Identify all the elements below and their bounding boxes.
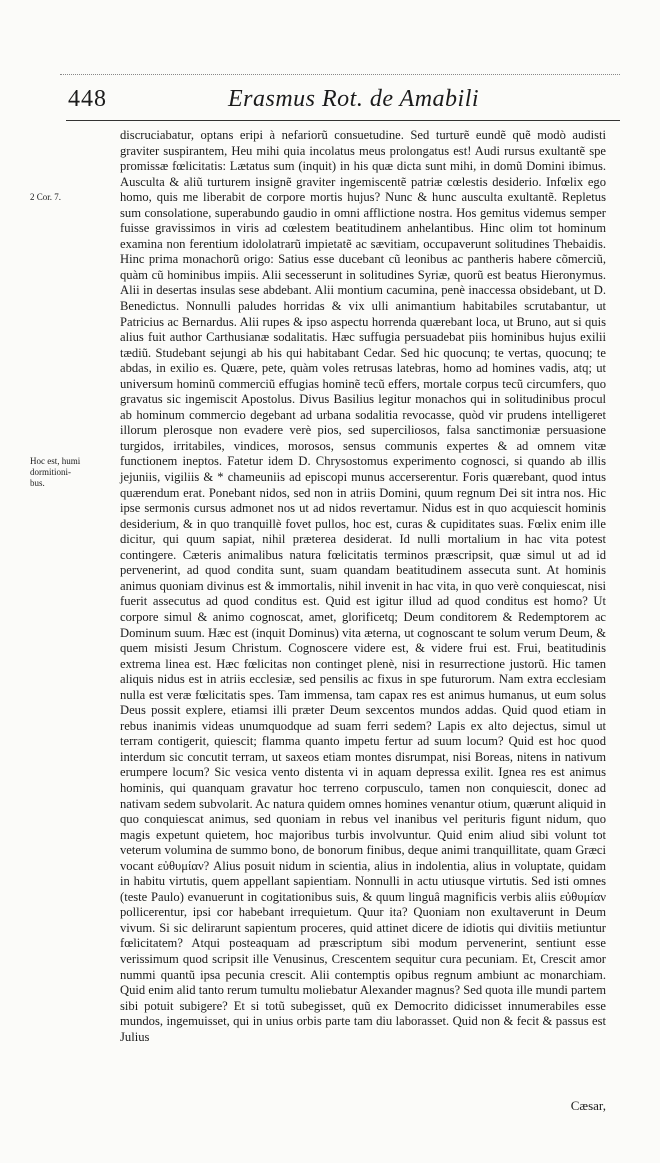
margin-note-citation: 2 Cor. 7. bbox=[30, 192, 62, 202]
margin-note-gloss: Hoc est, humi dormitioni-bus. bbox=[30, 456, 81, 488]
body-paragraph: discruciabatur, optans eripi à nefariorũ consuetudine. Sed turturẽ eundẽ quẽ modò audisti graviter suspirantem, Heu mihi quia incolatus meus prolongatus est! Audi rursus exultantẽ spe promissæ fœlicitatis: Lætatus sum (inquit) in his quæ dicta sunt mihi, in domũ Domini ibimus. Ausculta & aliũ turturem insignẽ graviter ingemiscentẽ patriæ cœlestis desiderio. Infœlix ego homo, quis me liberabit de corpore mortis hujus? Nunc & hunc ausculta exultantẽ. Repletus sum consolatione, superabundo gaudio in omni afflictione nostra. Hos gemitus videmus semper fuisse gravissimos in viris ad cœlestem beatitudinem anhelantibus. Hinc olim tot hominum examina non ferentium idololatrarũ impietatẽ ac sævitiam, occupaverunt solitudines Thebaidis. Hinc prima monachorũ origo: Satius esse ducebant cũ leonibus ac pantheris habere cõmerciũ, quàm cũ hominibus impiis. Alii secesserunt in solitudines Syriæ, quorũ est beatus Hieronymus. Alii in desertas insulas sese abdebant. Alii montium cacumina, penè inaccessa obsidebant, ut D. Benedictus. Nonnulli paludes horridas & vix ulli animantium habitabiles scrutabantur, ut Patricius ac Bernardus. Alii rupes & ipso aspectu horrenda quærebant loca, ut Bruno, aut si quis alius fuit author Carthusianæ sodalitatis. Hæc suffugia persuadebat piis hominibus hujus exilii tædiũ. Studebant sejungi ab his qui habitabant Cedar. Sed hic quocunq; te vertas, quocunq; te abdas, in exilio es. Quære, pete, quàm voles retrusas latebras, homo ad homines vadis, atq; ut universum hominũ commerciũ effugias hominẽ tecũ effers, mortale corpus tecũ circumfers, quo gravatus sic ingemiscit Apostolus. Divus Basilius legitur monachos qui in solitudinibus procul ab hominum commercio degebant ad urbana sodalitia revocasse, quòd vir prudens intelligeret illorum plerosque non evadere verè pios, sed superciliosos, falsa sanctimoniæ persuasione turgidos, irritabiles, vindices, morosos, sensus communis expertes & ad omnem vitæ functionem ineptos. Fatetur idem D. Chrysostomus experimento cognosci, si quando ab illis jejuniis, vigiliis & * chameuniis ad episcopi munus accerserentur. Foris quærebant, quod intus quærendum erat. Ponebant nidos, sed non in atriis Domini, quum regnum Dei sit intra nos. Hic ipse sermonis cursus admonet nos ut ad nidos revertamur. Nidus est in quo acquiescit hominis desiderium, & in quo tranquillè fovet pullos, hoc est, curas & cupiditates suas. Fœlix enim ille dicitur, qui quum sapiat, nihil præterea desiderat. Id nulli mortalium in hac vita potest contingere. Cæteris animalibus natura fœlicitatis terminos præscripsit, quæ simul ut ad id pervenerint, ad quod condita sunt, suam quandam beatitudinem assecuta sunt. At hominis animus quoniam divinus est & immortalis, nihil invenit in hac vita, in quo verè conquiescat, nisi fuerit assecutus ad quod conditus est. Quid est igitur illud ad quod conditus est homo? Ut corpore simul & animo cognoscat, amet, glorificetq; Deum conditorem & Redemptorem ac Dominum suum. Hæc est (inquit Dominus) vita æterna, ut cognoscant te solum verum Deum, & quem misisti Jesum Christum. Cognoscere videre est, & videre frui est. Frui, beatitudinis extrema linea est. Hæc fœlicitas non continget plenè, nisi in resurrectione justorũ. Hic tamen aliquis nidus est in atriis ecclesiæ, sed pensilis ac fixus in spe futurorum. Nam extra ecclesiam nulla est veræ fœlicitatis spes. Tam immensa, tam capax res est animus humanus, ut eum solus Deus possit explere, etiamsi illi præter Deum sexcentos mundos addas. Quid quod etiam in rebus inanimis videas unumquodque ad suam ferri sedem? Lapis ex alto dejectus, simul ut terram contigerit, quiescit; flamma quanto impetu fertur ad suum locum? Quid est hoc quod interdum sic concutit terram, ut saxeos etiam montes disrumpat, nisi Boreas, nitens in nativum erumpere locum? Sic vesica vento distenta vi in aquam depressa exilit. Ignea res est animus hominis, qui quanquam gravatur hoc terreno corpusculo, tamen non conquiescit, donec ad nativam sedem subvolarit. Ac natura quidem omnes homines venantur otium, quærunt aliquid in quo conquiescat animus, sed quoniam in rebus vel inanibus vel perituris figunt nidum, quo magis expetunt quietem, hoc majoribus turbis involvuntur. Quid enim aliud sibi volunt tot veterum volumina de summo bono, de bonorum finibus, deque animi tranquillitate, quam Græci vocant εὐθυμίαν? Alius posuit nidum in scientia, alius in indolentia, alius in voluptate, quidam in habitu virtutis, quem appellant sapientiam. Nonnulli in actu utiusque virtutis. Sed isti omnes (teste Paulo) evanuerunt in cogitationibus suis, & quum linguâ magnificis verbis aliis εὐθυμίαν pollicerentur, ipsi cor habebant irrequietum. Quur ita? Quoniam non exultaverunt in Deum vivum. Si sic delirarunt sapientum proceres, quid attinet dicere de idiotis qui divitiis metiuntur fœlicitatem? Atqui posteaquam ad præscriptum sibi modum pervenerint, sentiunt esse verissimum quod scripsit ille Venusinus, Crescentem sequitur cura pecuniam. Et, Crescit amor nummi quantũ ipsa pecunia crescit. Alii contemptis opibus regnum ambiunt ac monarchiam. Quid enim alid tanto rerum tumultu moliebatur Alexander magnus? Sed quota ille mundi partem sibi potuit subigere? Et si totũ subegisset, quũ ex Democrito didicisset innumerabiles esse mundos, ingemuisset, qui in unius orbis parte tam diu laborasset. Quid non & fecit & passus est Julius bbox=[120, 128, 606, 1044]
catchword: Cæsar, bbox=[570, 1098, 606, 1113]
top-dotted-rule bbox=[60, 74, 620, 75]
page-number: 448 bbox=[68, 86, 107, 112]
body-text bbox=[120, 128, 606, 1045]
running-title: Erasmus Rot. de Amabili bbox=[228, 86, 480, 112]
header-rule bbox=[66, 120, 620, 121]
